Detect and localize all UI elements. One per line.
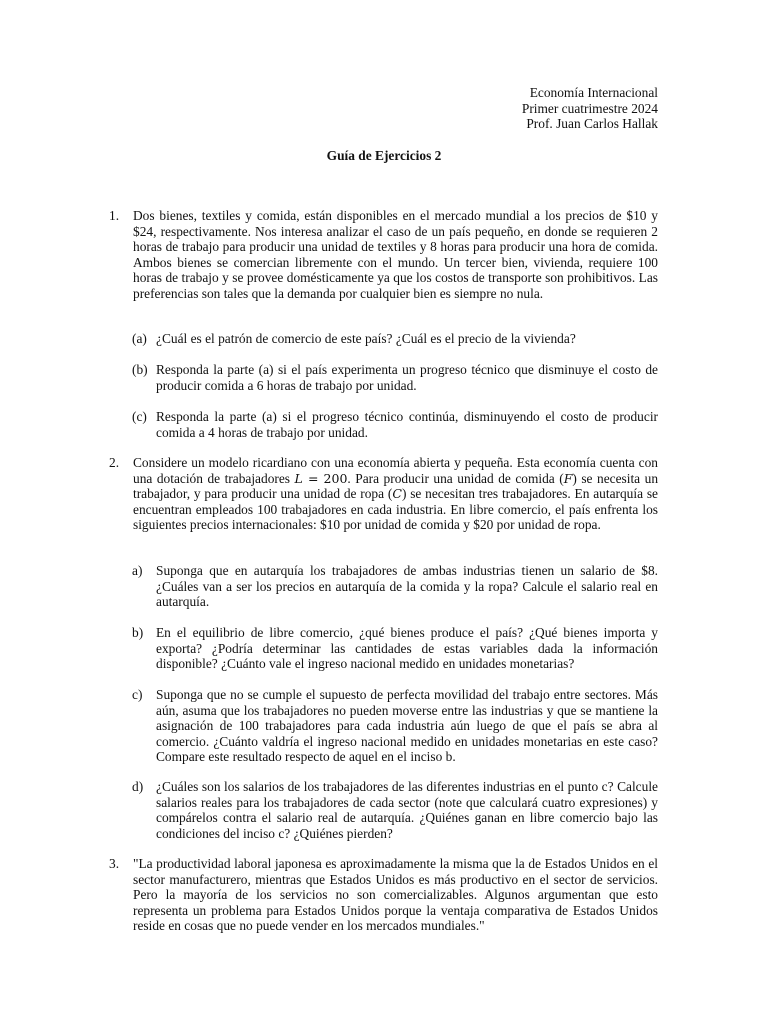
part-text: ¿Cuál es el patrón de comercio de este país? ¿Cuál es el precio de la vivienda?: [156, 331, 576, 346]
course-term: Primer cuatrimestre 2024: [521, 100, 658, 116]
part-text: Responda la parte (a) si el progreso técnico continúa, disminuyendo el costo de producir comida a 4 horas de trabajo por unidad.: [156, 409, 658, 440]
part-text: En el equilibrio de libre comercio, ¿qué bienes produce el país? ¿Qué bienes importa y exporta? ¿Podría determinar las cantidades de estas variables dada la información disponible? ¿Cuánto vale el ingreso nacional medido en unidades monetarias?: [156, 625, 658, 671]
part-text: Suponga que en autarquía los trabajadores de ambas industrias tienen un salario de $8. ¿Cuáles van a ser los precios en autarquía de la comida y la ropa? Calcule el salario real en autarquía.: [156, 563, 658, 609]
question-number: 3.: [109, 856, 120, 871]
text-segment: . Para producir una unidad de comida (: [347, 470, 564, 486]
text-segment: ) se necesitan tres trabajadores. En autarquía se encuentran empleados 100 trabajadores en cada industria. En libre comercio, el país enfrenta los siguientes precios internacionales: $10 por unidad de comida y $20 por unidad de ropa.: [133, 486, 659, 532]
text-segment: ) se necesita un trabajador, y para producir una unidad de ropa (: [133, 470, 659, 501]
question-3: [109, 856, 658, 934]
question-2-part-a: [132, 563, 658, 610]
math-equals: = 200: [302, 470, 348, 486]
text-segment: Considere un modelo ricardiano con una economía abierta y pequeña. Esta economía cuenta con una dotación de trabajadores: [133, 455, 658, 486]
document-title: Guía de Ejercicios 2: [326, 148, 442, 163]
question-1: [109, 208, 658, 301]
part-label: (c): [132, 409, 147, 424]
question-text: "La productividad laboral japonesa es aproximadamente la misma que la de Estados Unidos en el sector manufacturero, mientras que Estados Unidos es más productivo en el sector de servicios. Pero la mayoría de los servicios no son comercializables. Algunos argumentan que esto representa un problema para Estados Unidos porque la ventaja comparativa de Estados Unidos reside en cosas que no puede vender en los mercados mundiales.": [133, 856, 658, 933]
document-header: [522, 85, 658, 132]
question-text: Dos bienes, textiles y comida, están disponibles en el mercado mundial a los precios de $10 y $24, respectivamente. Nos interesa analizar el caso de un país pequeño, en donde se requieren 2 horas de trabajo para producir una unidad de textiles y 8 horas para producir una hora de comida. Ambos bienes se comercian libremente con el mundo. Un tercer bien, vivienda, requiere 100 horas de trabajo y se provee domésticamente ya que los costos de transporte son prohibitivos. Las preferencias son tales que la demanda por cualquier bien es siempre no nula.: [133, 208, 658, 301]
math-symbol-F: F: [563, 470, 573, 486]
question-number: 2.: [109, 455, 120, 470]
math-symbol-L: L: [294, 470, 303, 486]
professor-name: Prof. Juan Carlos Hallak: [526, 116, 658, 131]
question-2-part-c: [132, 687, 658, 765]
question-1-part-a: [132, 331, 658, 347]
question-1-part-b: [132, 362, 658, 393]
part-text: Responda la parte (a) si el país experimenta un progreso técnico que disminuye el costo de producir comida a 6 horas de trabajo por unidad.: [156, 362, 658, 393]
question-2-part-d: [132, 779, 658, 841]
part-text: Suponga que no se cumple el supuesto de perfecta movilidad del trabajo entre sectores. Más aún, asuma que los trabajadores no pueden moverse entre las industrias y que se mantiene la asignación de 100 trabajadores para cada industria aún luego de que el país se abra al comercio. ¿Cuánto valdría el ingreso nacional medido en unidades monetarias en este caso? Compare este resultado respecto de aquel en el inciso b.: [156, 687, 658, 764]
question-text: [133, 455, 658, 533]
math-symbol-C: C: [392, 486, 402, 501]
question-2: [109, 455, 658, 533]
course-name: Economía Internacional: [529, 85, 658, 100]
part-label: (b): [132, 362, 148, 377]
question-2-part-b: [132, 625, 658, 672]
part-label: b): [132, 625, 144, 640]
part-text: ¿Cuáles son los salarios de los trabajadores de las diferentes industrias en el punto c? Calcule salarios reales para los trabajadores de cada sector (note que calculará cuatro expresiones) y compárelos contra el salario real de autarquía. ¿Quiénes ganan en libre comercio bajo las condiciones del inciso c? ¿Quiénes pierden?: [156, 779, 658, 841]
part-label: d): [132, 779, 144, 794]
question-number: 1.: [109, 208, 120, 223]
part-label: a): [132, 563, 143, 578]
question-1-part-c: [132, 409, 658, 440]
part-label: (a): [132, 331, 147, 346]
part-label: c): [132, 687, 143, 702]
